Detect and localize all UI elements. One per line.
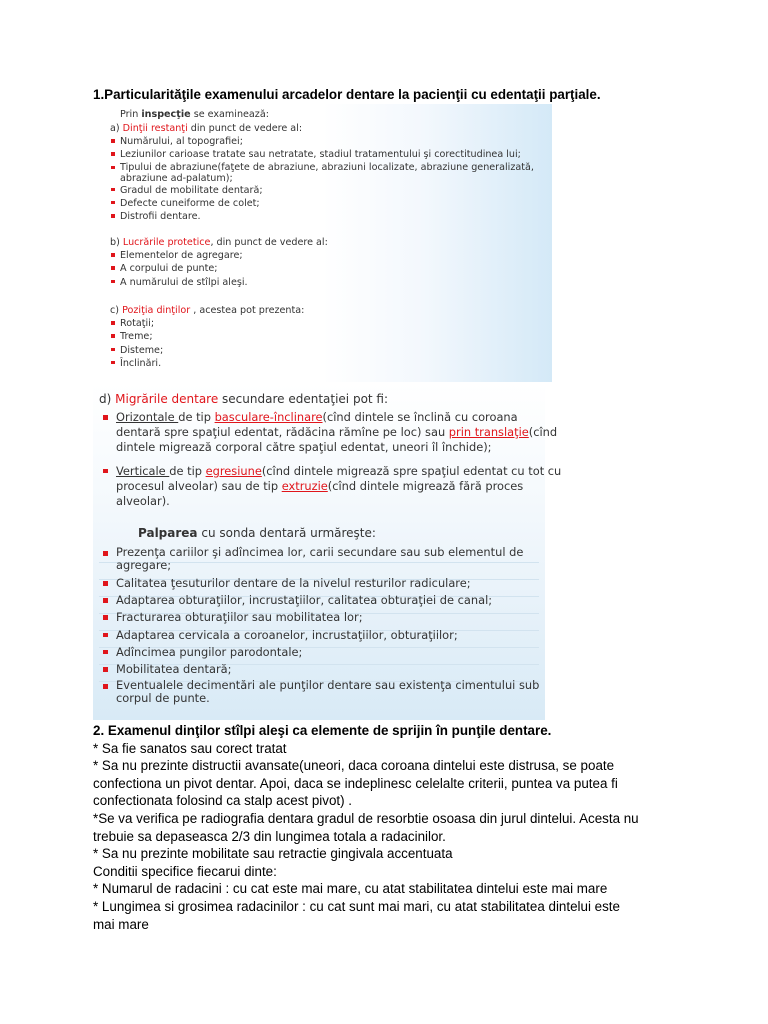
group-d-title: d) Migrările dentare secundare edentaţiei pot fi: — [99, 392, 389, 406]
paragraph-line: * Numarul de radacini : cu cat este mai mare, cu atat stabilitatea dintelui este mai mare — [93, 881, 608, 897]
inspection-intro: Prin inspecţie se examinează: — [120, 109, 269, 120]
list-item: Calitatea ţesuturilor dentare de la nivelul resturilor radiculare; — [101, 576, 545, 591]
paragraph-line: * Sa nu prezinte distructii avansate(uneori, daca coroana dintelui este distrusa, se poate — [93, 758, 615, 774]
list-item: Treme; — [110, 330, 552, 343]
paragraph-line: mai mare — [93, 916, 149, 932]
group-c: c) Poziţia dinţilor , acestea pot prezenta: Rotaţii; Treme; Disteme; Înclinări. — [110, 304, 552, 370]
paragraph-line: * Lungimea si grosimea radacinilor : cu cat sunt mai mari, cu atat stabilitatea dintelui este — [93, 898, 620, 914]
group-c-list — [110, 317, 552, 370]
list-item: Leziunilor carioase tratate sau netratate, stadiul tratamentului şi corectitudinea lui; — [110, 148, 552, 161]
paragraph-line: confectionata folosind ca stalp acest pivot) . — [93, 793, 353, 809]
list-item: Tipului de abraziune(faţete de abraziune, abraziuni localizate, abraziune generalizată, — [110, 162, 552, 173]
list-item: Numărului, al topografiei; — [110, 135, 552, 148]
palpation-title: Palparea cu sonda dentară urmăreşte: — [138, 526, 376, 540]
list-item: Adîncimea pungilor parodontale; — [101, 645, 545, 660]
paragraph-line: Conditii specifice fiecarui dinte: — [93, 863, 277, 879]
list-item-continuation: agregare; — [116, 558, 172, 572]
list-item: Înclinări. — [110, 357, 552, 370]
list-item: Disteme; — [110, 344, 552, 357]
group-a: a) Dinţii restanţi din punct de vedere al: Numărului, al topografiei; Leziunilor carioase tratate sau netratate, stadiul tratamentului şi corectitudinea lui; Tipului de abraziune(faţete de abraziune, abraziuni localizate, abraziune generalizată, abraziune ad-palatum); Gradul de mobilitate dentară; Defecte cuneiforme de colet; Distrofii dentare. — [110, 122, 552, 223]
paragraph-line: trebuie sa depaseasca 2/3 din lungimea totala a radacinilor. — [93, 828, 446, 844]
paragraph-line: *Se va verifica pe radiografia dentara gradul de resorbtie osoasa din jurul dintelui. Acesta nu — [93, 810, 639, 826]
section2-heading: 2. Examenul dinţilor stîlpi aleşi ca elemente de sprijin în punţile dentare. — [93, 723, 552, 738]
list-item: Defecte cuneiforme de colet; — [110, 197, 552, 210]
group-b: b) Lucrările protetice, din punct de vedere al: Elementelor de agregare; A corpului de punte; A numărului de stîlpi aleşi. — [110, 236, 552, 289]
section1-heading: 1.Particularităţile examenului arcadelor dentare la pacienţii cu edentaţii parţiale. — [93, 87, 601, 102]
list-item: Prezenţa cariilor şi adîncimea lor, carii secundare sau sub elementul de — [101, 546, 545, 559]
list-item: Mobilitatea dentară; — [101, 662, 545, 677]
paragraph-line: * Sa nu prezinte mobilitate sau retractie gingivala accentuata — [93, 846, 453, 862]
list-item: Gradul de mobilitate dentară; — [110, 184, 552, 197]
list-item: A numărului de stîlpi aleşi. — [110, 276, 552, 289]
list-item: Fracturarea obturaţiilor sau mobilitatea lor; — [101, 610, 545, 625]
migration-palpation-image — [93, 383, 562, 720]
palpation-list — [101, 546, 545, 705]
list-item: Elementelor de agregare; — [110, 249, 552, 262]
list-item: Eventualele decimentări ale punţilor dentare sau existenţa cimentului sub — [101, 679, 545, 692]
inspection-image — [93, 104, 552, 382]
list-item: Adaptarea cervicala a coroanelor, incrustaţiilor, obturaţiilor; — [101, 628, 545, 643]
list-item-orizontale: Orizontale de tip basculare-înclinare(cînd dintele se înclină cu coroana dentară spre spaţiul edentat, rădăcina rămîne pe loc) sau prin translaţie(cînd dintele migrează corporal către spaţiul edentat, uneori îl închide); — [101, 410, 545, 456]
list-item: Adaptarea obturaţiilor, incrustaţiilor, calitatea obturaţiei de canal; — [101, 593, 545, 608]
list-item-continuation: abraziune ad-palatum); — [120, 172, 233, 184]
section2 — [93, 722, 673, 933]
group-a-list — [110, 135, 552, 223]
list-item-continuation: corpul de punte. — [116, 691, 210, 706]
paragraph-line: confectiona un pivot dentar. Apoi, daca se indeplinesc celelalte criterii, puntea va putea fi — [93, 775, 618, 791]
list-item-verticale: Verticale de tip egresiune(cînd dintele migrează spre spaţiul edentat cu tot cu procesul alveolar) sau de tip extruzie(cînd dintele migrează fără proces alveolar). — [101, 464, 545, 510]
list-item: A corpului de punte; — [110, 262, 552, 275]
list-item: Distrofii dentare. — [110, 210, 552, 223]
group-b-list — [110, 249, 552, 289]
migration-list — [101, 410, 562, 509]
paragraph-line: * Sa fie sanatos sau corect tratat — [93, 740, 287, 756]
list-item: Rotaţii; — [110, 317, 552, 330]
